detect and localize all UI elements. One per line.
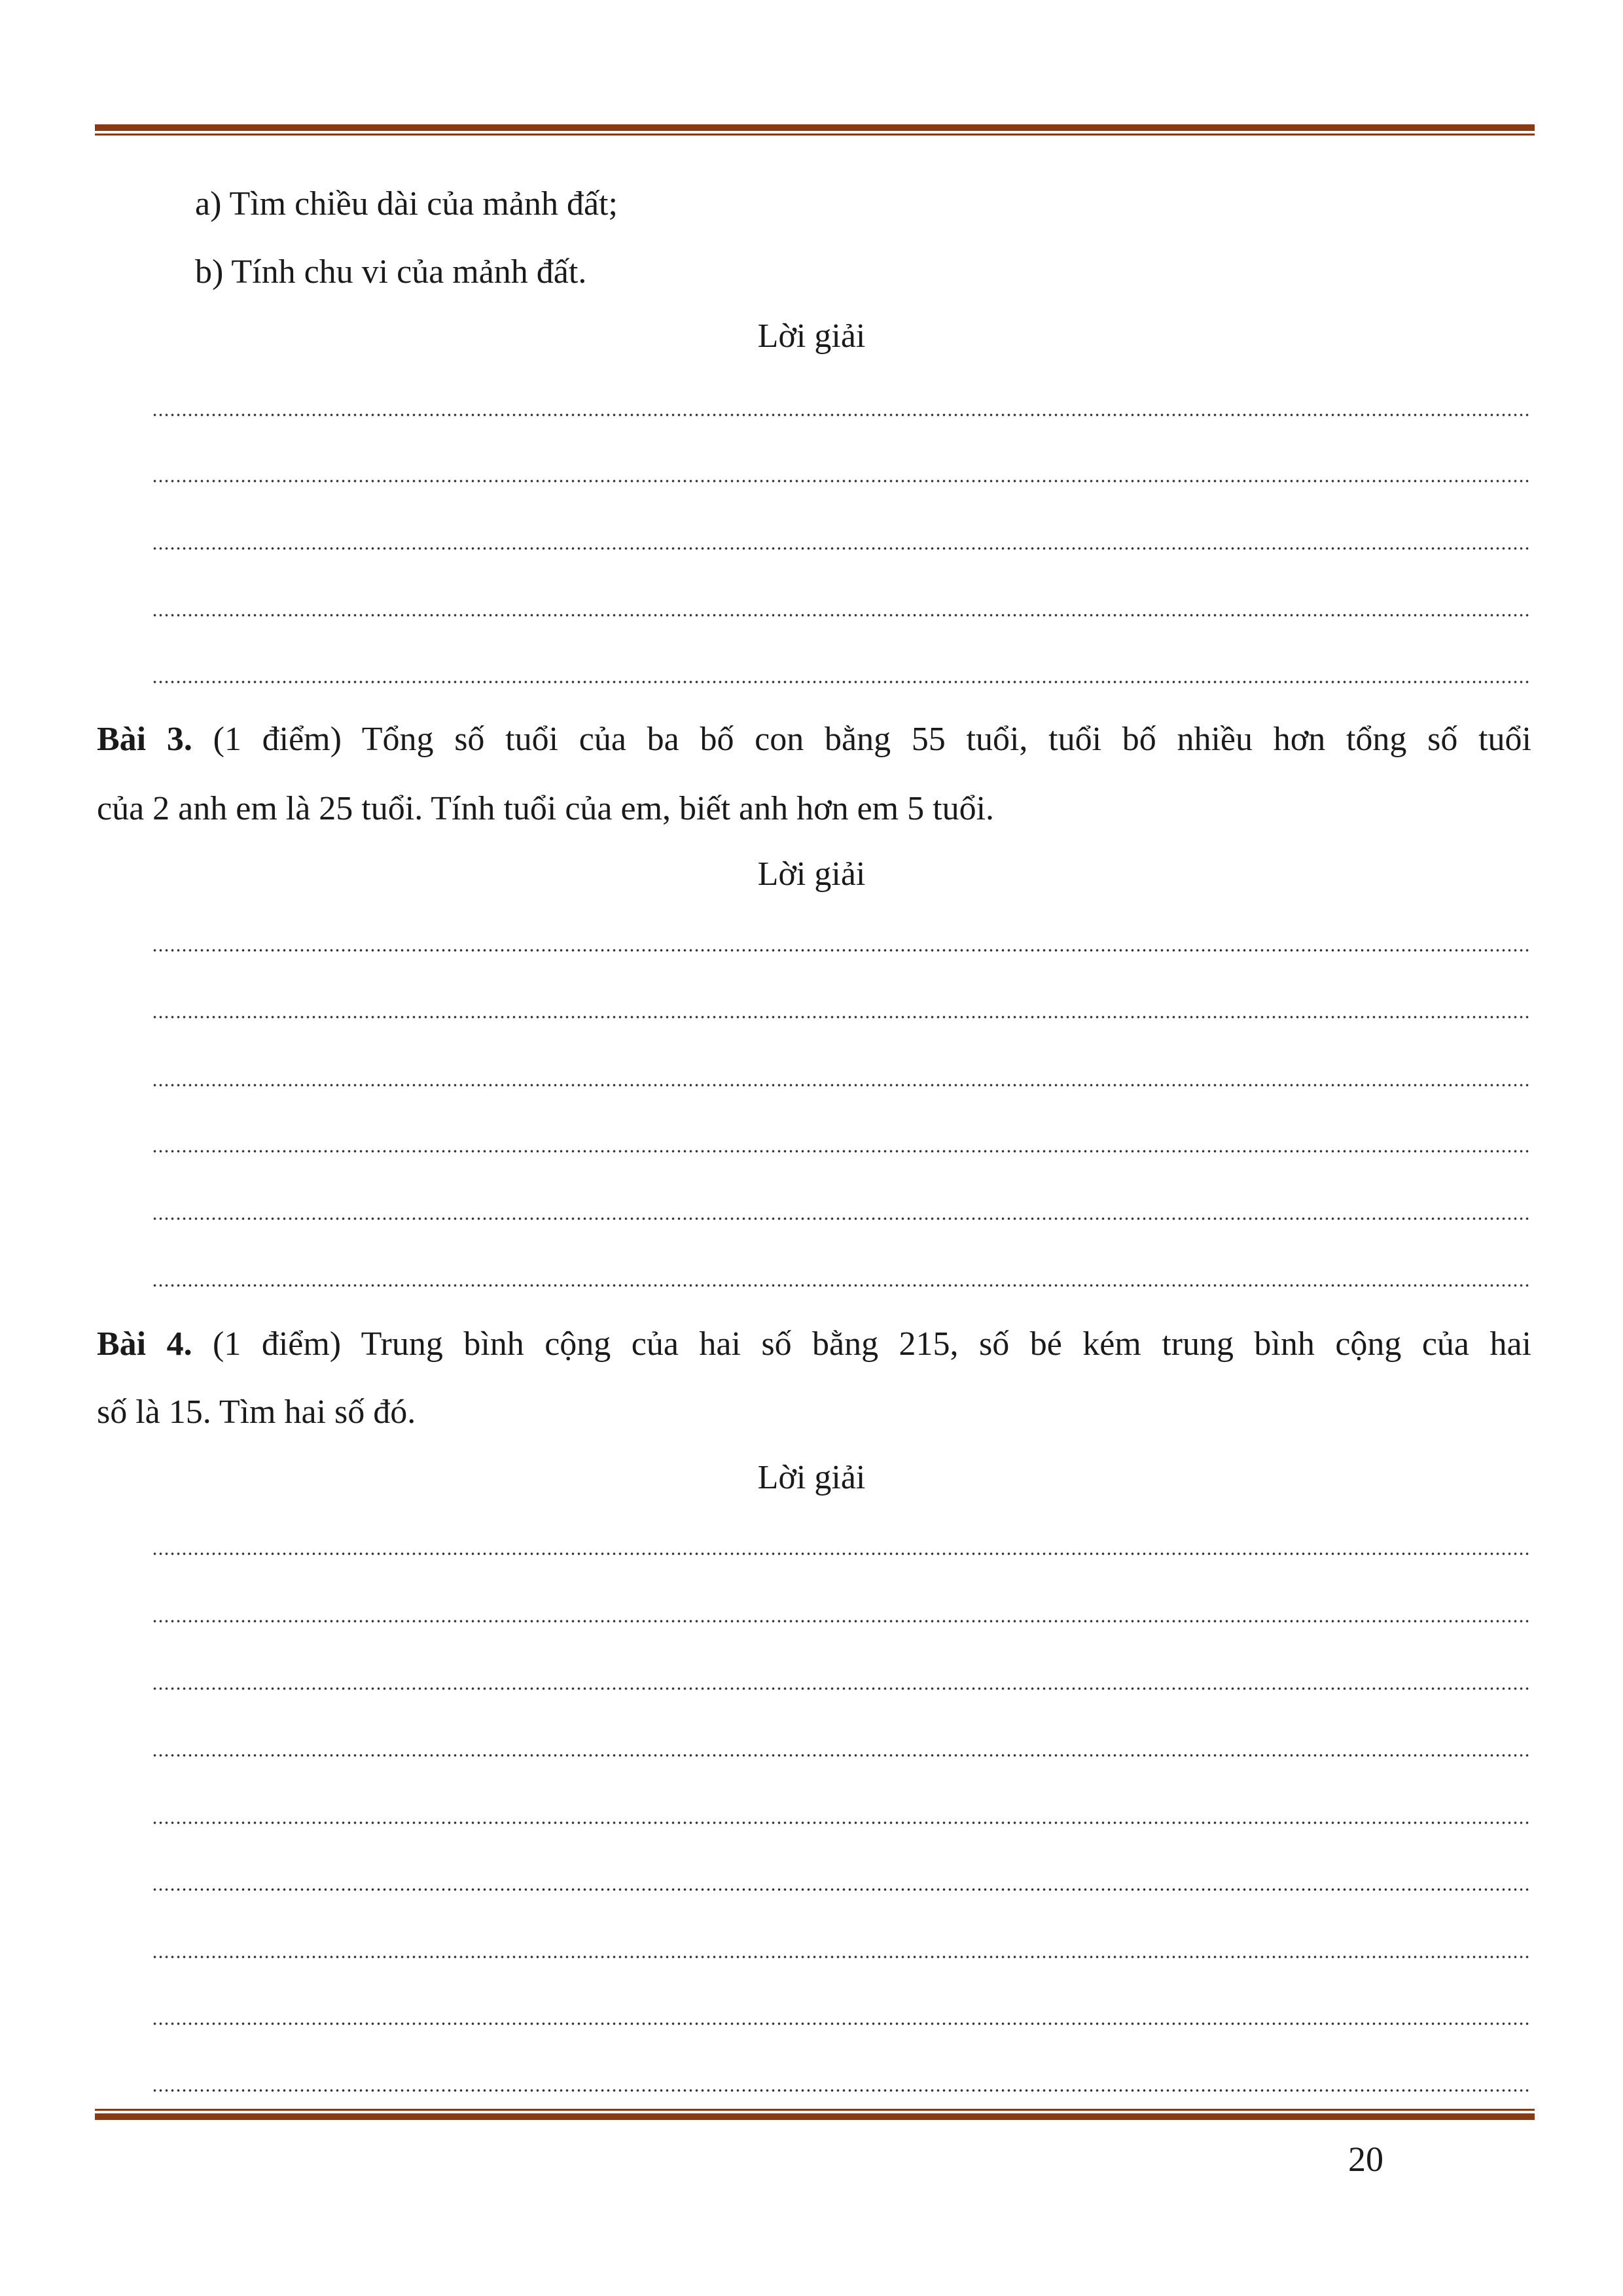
- answer-line: [152, 414, 1531, 416]
- problem-3-text: (1 điểm) Tổng số tuổi của ba bố con bằng 55 tuổi, tuổi bố nhiều hơn tổng số tuổi: [192, 721, 1531, 758]
- answer-heading: Lời giải: [757, 855, 866, 893]
- answer-line: [152, 1821, 1531, 1824]
- answer-line: [152, 1956, 1531, 1958]
- answer-line: [152, 1084, 1531, 1086]
- answer-line: [152, 1016, 1531, 1018]
- answer-heading: Lời giải: [757, 1459, 866, 1496]
- problem-4-text: (1 điểm) Trung bình cộng của hai số bằng 215, số bé kém trung bình cộng của hai: [192, 1325, 1531, 1363]
- answer-line: [152, 2089, 1531, 2092]
- answer-line: [152, 1687, 1531, 1690]
- answer-line: [152, 1150, 1531, 1153]
- footer-rule: [95, 2109, 1535, 2120]
- answer-line: [152, 547, 1531, 550]
- problem-4-line-1: [97, 1325, 1531, 1364]
- answer-line: [152, 681, 1531, 683]
- page-number: 20: [1348, 2140, 1383, 2179]
- answer-heading: Lời giải: [757, 317, 866, 355]
- item-b: b) Tính chu vi của mảnh đất.: [195, 253, 587, 291]
- answer-line: [152, 1620, 1531, 1623]
- answer-line: [152, 2022, 1531, 2025]
- header-rule: [95, 124, 1535, 135]
- item-a: a) Tìm chiều dài của mảnh đất;: [195, 185, 618, 223]
- answer-line: [152, 1284, 1531, 1287]
- problem-4-label: Bài 4.: [97, 1325, 192, 1363]
- answer-line: [152, 1888, 1531, 1891]
- problem-3-label: Bài 3.: [97, 721, 192, 758]
- answer-line: [152, 1552, 1531, 1555]
- problem-4-line-2: số là 15. Tìm hai số đó.: [97, 1393, 416, 1431]
- answer-line: [152, 1217, 1531, 1220]
- problem-3-line-1: [97, 720, 1531, 759]
- answer-line: [152, 1754, 1531, 1757]
- answer-line: [152, 480, 1531, 482]
- answer-line: [152, 949, 1531, 952]
- answer-line: [152, 614, 1531, 617]
- problem-3-line-2: của 2 anh em là 25 tuổi. Tính tuổi của em, biết anh hơn em 5 tuổi.: [97, 790, 995, 827]
